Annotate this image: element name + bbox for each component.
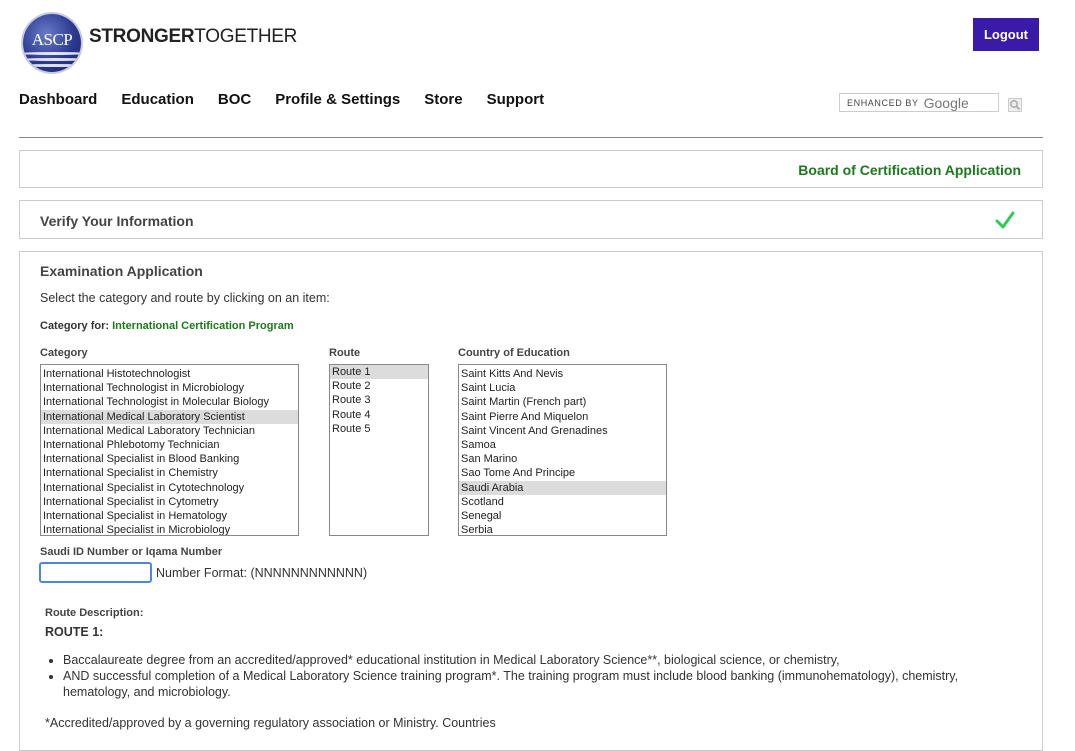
route-option[interactable]: Route 4 (332, 408, 371, 421)
brand-tagline (89, 26, 297, 48)
ascp-logo[interactable] (23, 14, 81, 72)
route-requirement: • AND successful completion of a Medical Laboratory Science training program*. The training program must include blood banking (immunohematology), chemistry, hematology, and microbiology. (63, 668, 1023, 700)
category-option[interactable]: International Histotechnologist (43, 368, 191, 380)
route-listbox[interactable] (329, 364, 429, 536)
logout-button[interactable]: Logout (973, 18, 1039, 51)
search-provider: Google (923, 94, 969, 111)
nav-profile-settings[interactable]: Profile & Settings (275, 91, 401, 108)
search-enhanced-by: ENHANCED BY (847, 97, 919, 108)
country-option[interactable]: Saint Pierre And Miquelon (461, 410, 589, 423)
category-option[interactable]: International Medical Laboratory Technician (43, 424, 255, 437)
saudi-id-input[interactable] (39, 562, 152, 583)
nav-dashboard[interactable]: Dashboard (19, 91, 98, 108)
country-option[interactable]: Senegal (461, 510, 502, 523)
country-option[interactable]: Saint Martin (French part) (461, 396, 587, 409)
nav-boc[interactable]: BOC (217, 91, 252, 108)
route-option[interactable]: Route 2 (332, 380, 371, 393)
route-requirement: • Baccalaureate degree from an accredited/approved* educational institution in Medical Laboratory Science**, biological science, or chemistry, (63, 652, 1023, 668)
main-nav (19, 91, 568, 108)
exam-title: Examination Application (40, 263, 203, 279)
category-label: Category (40, 347, 88, 359)
country-option[interactable]: Sao Tome And Principe (461, 467, 576, 480)
category-for-value: International Certification Program (112, 320, 294, 332)
route-option-selected[interactable]: Route 1 (330, 365, 428, 379)
country-option[interactable]: Saint Kitts And Nevis (461, 368, 564, 380)
footnote: *Accredited/approved by a governing regulatory association or Ministry. Countries (45, 716, 496, 730)
route-option[interactable]: Route 5 (332, 422, 371, 435)
route-label: Route (329, 347, 361, 359)
header-divider (19, 137, 1043, 138)
country-option[interactable]: Samoa (461, 439, 496, 452)
nav-store[interactable]: Store (424, 91, 463, 108)
route-heading: ROUTE 1: (45, 625, 104, 639)
country-option[interactable]: Saint Vincent And Grenadines (461, 424, 608, 437)
boc-panel (19, 150, 1043, 188)
nav-support[interactable]: Support (486, 91, 545, 108)
category-for-label: Category for: (40, 320, 110, 332)
category-listbox[interactable] (40, 364, 299, 536)
category-option[interactable]: International Phlebotomy Technician (43, 439, 220, 452)
brand-bold: STRONGER (89, 26, 195, 47)
search-icon[interactable] (1008, 98, 1022, 112)
route-option[interactable]: Route 3 (332, 394, 371, 407)
category-option[interactable]: International Specialist in Microbiology (43, 524, 231, 536)
logo-text: ASCP (31, 30, 73, 49)
category-option[interactable]: International Specialist in Hematology (43, 510, 228, 523)
category-option[interactable]: International Specialist in Cytotechnology (43, 481, 245, 494)
number-format-hint: Number Format: (NNNNNNNNNNNN) (156, 566, 368, 580)
verify-title: Verify Your Information (40, 213, 194, 229)
country-option[interactable]: San Marino (461, 453, 518, 466)
category-option[interactable]: International Technologist in Microbiology (43, 382, 244, 395)
country-option[interactable]: Scotland (461, 495, 504, 508)
brand-light: TOGETHER (194, 26, 298, 47)
search-input[interactable] (839, 93, 999, 112)
category-option[interactable]: International Specialist in Blood Banking (43, 453, 240, 466)
exam-instruction: Select the category and route by clicking on an item: (40, 291, 330, 305)
category-option[interactable]: International Technologist in Molecular Biology (43, 396, 270, 409)
category-for (40, 320, 294, 332)
category-option[interactable]: International Specialist in Cytometry (43, 495, 219, 508)
category-option[interactable]: International Specialist in Chemistry (43, 467, 218, 480)
saudi-id-label: Saudi ID Number or Iqama Number (40, 546, 223, 558)
country-label: Country of Education (458, 347, 570, 359)
checkmark-icon (995, 210, 1015, 230)
country-option[interactable]: Serbia (461, 524, 493, 536)
boc-title: Board of Certification Application (798, 162, 1021, 178)
country-option[interactable]: Saint Lucia (461, 382, 516, 395)
route-requirements (45, 652, 1023, 700)
verify-panel[interactable] (19, 200, 1043, 239)
country-option-selected[interactable]: Saudi Arabia (459, 481, 666, 495)
category-option-selected[interactable]: International Medical Laboratory Scientist (41, 410, 298, 424)
route-description-label: Route Description: (45, 607, 144, 619)
nav-education[interactable]: Education (121, 91, 194, 108)
country-listbox[interactable] (458, 364, 667, 536)
